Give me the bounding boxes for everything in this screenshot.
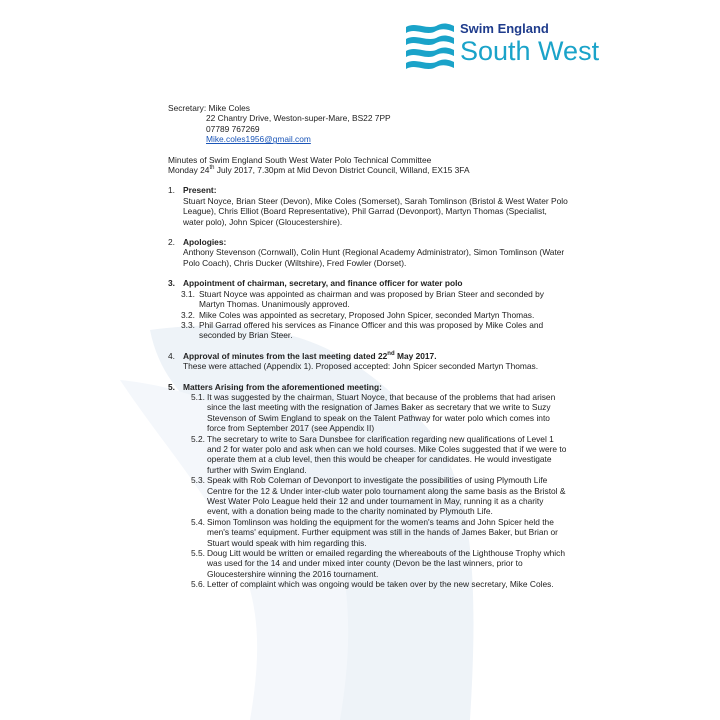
secretary-address: 22 Chantry Drive, Weston-super-Mare, BS22 7PP <box>206 113 391 124</box>
list-item: 3.3. Phil Garrad offered his services as Finance Officer and this was proposed by Mike Coles and seconded by Brian Steer. <box>181 319 544 341</box>
approval-text: These were attached (Appendix 1). Proposed accepted: John Spicer seconded Martyn Thomas. <box>183 361 539 372</box>
swim-england-logo <box>404 18 604 74</box>
minutes-document <box>168 103 568 590</box>
minutes-title: Minutes of Swim England South West Water Polo Technical Committee <box>168 154 432 165</box>
meeting-date-line: Monday 24th July 2017, 7.30pm at Mid Devon District Council, Willand, EX15 3FA <box>168 165 470 176</box>
list-item: 5.6. Letter of complaint which was ongoing would be taken over by the new secretary, Mike Coles. <box>191 579 554 590</box>
logo-line2: South West <box>460 36 600 66</box>
section-title: Matters Arising from the aforementioned meeting: <box>183 381 382 392</box>
section-apologies: 2. Apologies: Anthony Stevenson (Cornwall), Colin Hunt (Regional Academy Administrator), Simon Tomlinson (Water Polo Coach), Chris Ducker (Wiltshire), Fred Fowler (Dorset). <box>168 237 568 268</box>
list-item: 5.4. Simon Tomlinson was holding the equipment for the women's teams and John Spicer held the men's teams' equipment. Further equipment was still in the hands of James Baker, but Brian or Stuart would speak with him regarding this. <box>191 516 558 548</box>
section-matters-arising: 5. Matters Arising from the aforementioned meeting: <box>168 382 568 392</box>
secretary-email-link[interactable]: Mike.coles1956@gmail.com <box>206 134 311 145</box>
section-appointments: 3. Appointment of chairman, secretary, and finance officer for water polo <box>168 278 568 288</box>
list-item: 3.1. Stuart Noyce was appointed as chairman and was proposed by Brian Steer and seconded by Martyn Thomas. Unanimously approved. <box>181 288 544 310</box>
wave-logo-icon <box>404 18 460 74</box>
secretary-phone: 07789 767269 <box>206 123 260 134</box>
section-title: Appointment of chairman, secretary, and finance officer for water polo <box>183 278 463 289</box>
list-item: 5.2. The secretary to write to Sara Dunsbee for clarification regarding new qualifications of Level 1 and 2 for water polo and ask when can we hold courses. Mike Coles suggested that if we were to operate them at a club level, then this would be cheaper for candidates. He would investigate further with Swim England. <box>191 433 567 475</box>
list-item: 5.1. It was suggested by the chairman, Stuart Noyce, that because of the problems that had arisen since the last meeting with the resignation of James Baker as secretary that we write to Suzy Stevenson of Swim England to speak on the Talent Pathway for water polo which comes into force from September 2017 (see Appendix II) <box>191 391 556 434</box>
section-title: Approval of minutes from the last meeting dated 22nd May 2017. <box>183 350 437 361</box>
section-approval: 4. Approval of minutes from the last meeting dated 22nd May 2017. These were attached (Appendix 1). Proposed accepted: John Spicer seconded Martyn Thomas. <box>168 351 568 372</box>
logo-line1: Swim England <box>460 21 549 36</box>
list-item: 5.5. Doug Litt would be written or emailed regarding the whereabouts of the Lighthouse Trophy which was used for the 14 and under mixed inter county (Devon be the last winners, prior to Gloucestershire winning the 2016 tournament. <box>191 548 566 579</box>
present-list: Stuart Noyce, Brian Steer (Devon), Mike Coles (Somerset), Sarah Tomlinson (Bristol & West Water Polo League), Chris Elliot (Board Representative), Phil Garrad (Devonport), Martyn Thomas (Specialist, water polo), John Spicer (Gloucestershire). <box>183 195 568 227</box>
list-item: 3.2. Mike Coles was appointed as secretary, Proposed John Spicer, seconded Martyn Thomas. <box>181 309 535 320</box>
list-item: 5.3. Speak with Rob Coleman of Devonport to investigate the possibilities of using Plymouth Life Centre for the 12 & Under inter-club water polo tournament along the same basis as the Bristol & West Water Polo League held their 12 and under tournament in May, running it as a charity event, with a donation being made to the charity nominated by Plymouth Life. <box>191 475 566 517</box>
section-title: Present: <box>183 185 217 196</box>
secretary-label: Secretary: Mike Coles <box>168 103 250 113</box>
section-title: Apologies: <box>183 237 227 248</box>
apologies-list: Anthony Stevenson (Cornwall), Colin Hunt (Regional Academy Administrator), Simon Tomlinson (Water Polo Coach), Chris Ducker (Wiltshire), Fred Fowler (Dorset). <box>183 247 565 268</box>
section-present: 1. Present: Stuart Noyce, Brian Steer (Devon), Mike Coles (Somerset), Sarah Tomlinson (Bristol & West Water Polo League), Chris Elliot (Board Representative), Phil Garrad (Devonport), Martyn Thomas (Specialist, water polo), John Spicer (Gloucestershire). <box>168 185 568 227</box>
